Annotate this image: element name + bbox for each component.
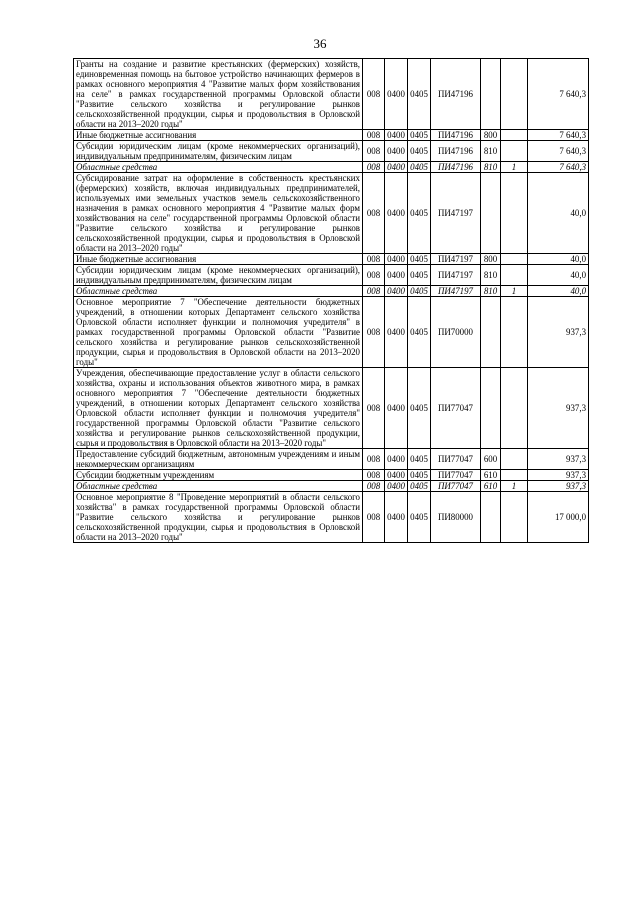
target-article-code: ПИ77047 (431, 449, 481, 470)
subsection-code: 0405 (408, 173, 431, 254)
section-code: 0400 (385, 297, 408, 368)
table-row (74, 492, 589, 543)
amount: 40,0 (528, 173, 589, 254)
funding-source (501, 254, 528, 265)
amount: 17 000,0 (528, 492, 589, 543)
funding-source (501, 368, 528, 449)
subsection-code: 0405 (408, 130, 431, 141)
expense-type-code (481, 368, 501, 449)
admin-code: 008 (363, 162, 385, 173)
row-description: Субсидирование затрат на оформление в собственность крестьянских (фермерских) хозяйств, включая индивидуальных предпринимателей, используемых ими земельных участков земель сельскохозяйственного назначения в рамках основного мероприятия 4 "Развитие малых форм хозяйствования на селе" государственной программы Орловской области "Развитие сельского хозяйства и регулирование рынков сельскохозяйственной продукции, сырья и продовольствия в Орловской области на 2013–2020 годы" (74, 173, 363, 254)
amount: 40,0 (528, 254, 589, 265)
amount: 937,3 (528, 368, 589, 449)
row-description: Основное мероприятие 7 "Обеспечение деятельности бюджетных учреждений, в отношении которых Департамент сельского хозяйства Орловской области исполняет функции и полномочия учредителя" в рамках государственной программы Орловской области "Развитие сельского хозяйства и регулирование рынков сельскохозяйственной продукции, сырья и продовольствия в Орловской области на 2013–2020 годы" (74, 297, 363, 368)
admin-code: 008 (363, 481, 385, 492)
row-description: Областные средства (74, 286, 363, 297)
expense-type-code: 810 (481, 286, 501, 297)
table-row (74, 130, 589, 141)
subsection-code: 0405 (408, 286, 431, 297)
admin-code: 008 (363, 173, 385, 254)
funding-source (501, 297, 528, 368)
subsection-code: 0405 (408, 265, 431, 286)
subsection-code: 0405 (408, 297, 431, 368)
admin-code: 008 (363, 265, 385, 286)
row-description: Субсидии юридическим лицам (кроме некоммерческих организаций), индивидуальным предпринимателям, физическим лицам (74, 265, 363, 286)
admin-code: 008 (363, 130, 385, 141)
row-description: Гранты на создание и развитие крестьянских (фермерских) хозяйств, единовременная помощь на бытовое устройство начинающих фермеров в рамках основного мероприятия 4 "Развитие малых форм хозяйствования на селе" в рамках государственной программы Орловской области "Развитие сельского хозяйства и регулирование рынков сельскохозяйственной продукции, сырья и продовольствия в Орловской области на 2013–2020 годы" (74, 59, 363, 130)
expense-type-code: 810 (481, 162, 501, 173)
admin-code: 008 (363, 141, 385, 162)
section-code: 0400 (385, 481, 408, 492)
table-row (74, 449, 589, 470)
section-code: 0400 (385, 286, 408, 297)
funding-source (501, 449, 528, 470)
expense-type-code: 800 (481, 254, 501, 265)
row-description: Областные средства (74, 481, 363, 492)
target-article-code: ПИ77047 (431, 470, 481, 481)
table-row (74, 297, 589, 368)
row-description: Предоставление субсидий бюджетным, автономным учреждениям и иным некоммерческим организациям (74, 449, 363, 470)
section-code: 0400 (385, 368, 408, 449)
table-row (74, 59, 589, 130)
table-row (74, 470, 589, 481)
section-code: 0400 (385, 492, 408, 543)
target-article-code: ПИ77047 (431, 481, 481, 492)
row-description: Субсидии бюджетным учреждениям (74, 470, 363, 481)
row-description: Иные бюджетные ассигнования (74, 130, 363, 141)
target-article-code: ПИ47196 (431, 59, 481, 130)
table-row (74, 162, 589, 173)
target-article-code: ПИ47196 (431, 162, 481, 173)
funding-source (501, 470, 528, 481)
expense-type-code: 800 (481, 130, 501, 141)
funding-source (501, 141, 528, 162)
row-description: Областные средства (74, 162, 363, 173)
admin-code: 008 (363, 297, 385, 368)
expense-type-code: 600 (481, 449, 501, 470)
funding-source (501, 265, 528, 286)
subsection-code: 0405 (408, 162, 431, 173)
admin-code: 008 (363, 286, 385, 297)
table-row (74, 173, 589, 254)
target-article-code: ПИ77047 (431, 368, 481, 449)
table-row (74, 286, 589, 297)
target-article-code: ПИ47197 (431, 265, 481, 286)
amount: 937,3 (528, 481, 589, 492)
budget-table (73, 58, 589, 543)
section-code: 0400 (385, 130, 408, 141)
amount: 7 640,3 (528, 141, 589, 162)
admin-code: 008 (363, 254, 385, 265)
funding-source (501, 130, 528, 141)
subsection-code: 0405 (408, 449, 431, 470)
subsection-code: 0405 (408, 254, 431, 265)
row-description: Субсидии юридическим лицам (кроме некоммерческих организаций), индивидуальным предпринимателям, физическим лицам (74, 141, 363, 162)
amount: 937,3 (528, 297, 589, 368)
section-code: 0400 (385, 449, 408, 470)
row-description: Основное мероприятие 8 "Проведение мероприятий в области сельского хозяйства" в рамках государственной программы Орловской области "Развитие сельского хозяйства и регулирование рынков сельскохозяйственной продукции, сырья и продовольствия в Орловской области на 2013–2020 годы" (74, 492, 363, 543)
subsection-code: 0405 (408, 141, 431, 162)
expense-type-code (481, 173, 501, 254)
table-row (74, 368, 589, 449)
target-article-code: ПИ47197 (431, 254, 481, 265)
expense-type-code: 610 (481, 481, 501, 492)
subsection-code: 0405 (408, 368, 431, 449)
admin-code: 008 (363, 492, 385, 543)
expense-type-code: 810 (481, 141, 501, 162)
admin-code: 008 (363, 470, 385, 481)
row-description: Учреждения, обеспечивающие предоставление услуг в области сельского хозяйства, охраны и использования объектов животного мира, в рамках основного мероприятия 7 "Обеспечение деятельности бюджетных учреждений, в отношении которых Департамент сельского хозяйства Орловской области исполняет функции и полномочия учредителя" государственной программы Орловской области "Развитие сельского хозяйства и регулирование рынков сельскохозяйственной продукции, сырья и продовольствия в Орловской области на 2013–2020 годы" (74, 368, 363, 449)
funding-source: 1 (501, 162, 528, 173)
expense-type-code (481, 297, 501, 368)
target-article-code: ПИ47197 (431, 173, 481, 254)
subsection-code: 0405 (408, 492, 431, 543)
row-description: Иные бюджетные ассигнования (74, 254, 363, 265)
table-row (74, 141, 589, 162)
section-code: 0400 (385, 141, 408, 162)
funding-source (501, 173, 528, 254)
amount: 40,0 (528, 286, 589, 297)
admin-code: 008 (363, 368, 385, 449)
section-code: 0400 (385, 173, 408, 254)
funding-source (501, 59, 528, 130)
expense-type-code (481, 59, 501, 130)
expense-type-code: 810 (481, 265, 501, 286)
target-article-code: ПИ80000 (431, 492, 481, 543)
amount: 937,3 (528, 449, 589, 470)
target-article-code: ПИ70000 (431, 297, 481, 368)
table-row (74, 481, 589, 492)
target-article-code: ПИ47197 (431, 286, 481, 297)
expense-type-code (481, 492, 501, 543)
amount: 7 640,3 (528, 59, 589, 130)
section-code: 0400 (385, 254, 408, 265)
expense-type-code: 610 (481, 470, 501, 481)
funding-source: 1 (501, 481, 528, 492)
subsection-code: 0405 (408, 481, 431, 492)
target-article-code: ПИ47196 (431, 141, 481, 162)
section-code: 0400 (385, 470, 408, 481)
amount: 937,3 (528, 470, 589, 481)
amount: 40,0 (528, 265, 589, 286)
subsection-code: 0405 (408, 470, 431, 481)
section-code: 0400 (385, 265, 408, 286)
table-row (74, 265, 589, 286)
admin-code: 008 (363, 449, 385, 470)
funding-source (501, 492, 528, 543)
section-code: 0400 (385, 59, 408, 130)
amount: 7 640,3 (528, 130, 589, 141)
admin-code: 008 (363, 59, 385, 130)
funding-source: 1 (501, 286, 528, 297)
page-number: 36 (313, 36, 327, 51)
subsection-code: 0405 (408, 59, 431, 130)
section-code: 0400 (385, 162, 408, 173)
table-row (74, 254, 589, 265)
amount: 7 640,3 (528, 162, 589, 173)
target-article-code: ПИ47196 (431, 130, 481, 141)
